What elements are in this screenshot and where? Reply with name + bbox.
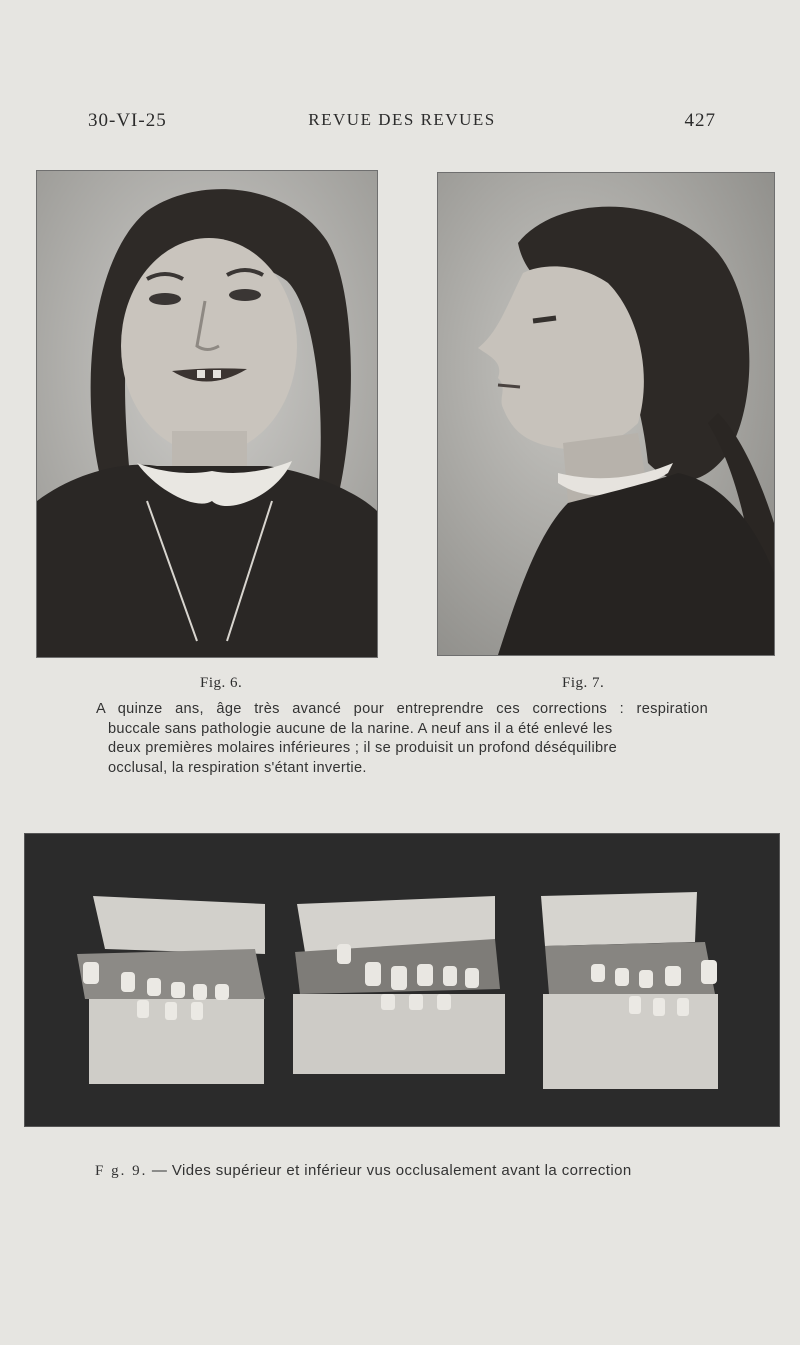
figure-9-label: F g. 9. xyxy=(95,1163,148,1179)
center-dental-cast xyxy=(293,896,505,1074)
figure-6-photo xyxy=(36,170,378,658)
right-dental-cast xyxy=(541,892,718,1089)
left-dental-cast xyxy=(77,896,265,1084)
caption-line-2: buccale sans pathologie aucune de la narine. A neuf ans il a été enlevé les xyxy=(108,720,613,737)
dental-casts-image xyxy=(25,834,779,1126)
figure-9-photo xyxy=(24,833,780,1127)
figure-9-caption-text: — Vides supérieur et inférieur vus occlusalement avant la correction xyxy=(147,1162,632,1179)
caption-line-3: deux premières molaires inférieures ; il se produisit un profond déséquilibre xyxy=(108,740,617,756)
header-journal-title: REVUE DES REVUES xyxy=(308,110,496,129)
figure-6-7-caption xyxy=(96,700,708,778)
portrait-front-image xyxy=(37,171,377,657)
header-date: 30-VI-25 xyxy=(88,110,167,131)
figure-6-label: Fig. 6. xyxy=(200,675,243,691)
running-header xyxy=(88,110,716,140)
figure-7-photo xyxy=(437,172,775,656)
figure-7-label: Fig. 7. xyxy=(562,675,605,691)
caption-line-1: A quinze ans, âge très avancé pour entreprendre ces corrections : respiration xyxy=(96,701,708,717)
header-page-number: 427 xyxy=(684,110,716,131)
portrait-profile-image xyxy=(438,173,774,655)
caption-line-4: occlusal, la respiration s'étant invertie. xyxy=(108,759,367,776)
figure-9-caption xyxy=(95,1162,715,1180)
